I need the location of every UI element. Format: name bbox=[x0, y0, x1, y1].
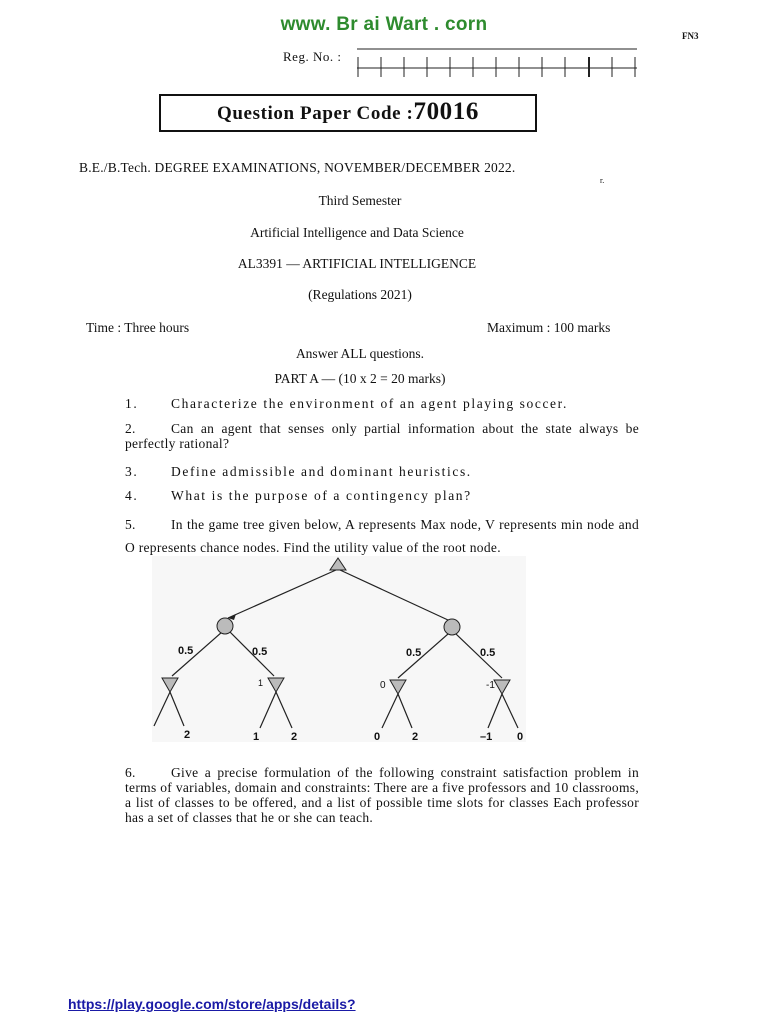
question-text: Give a precise formulation of the following constraint satisfaction problem in terms of variables, domain and constraints: There are a five professors and 10 classrooms, a list of classes to be offered, and a list of possible time slots for classes Each professor has a set of classes that he or she can teach. bbox=[125, 765, 639, 825]
qpc-code: 70016 bbox=[413, 98, 479, 125]
question-number: 2. bbox=[125, 421, 136, 436]
maximum-marks: Maximum : 100 marks bbox=[487, 320, 611, 335]
leaf-value: 0 bbox=[374, 731, 381, 742]
reg-no-boxes[interactable] bbox=[357, 47, 637, 77]
question-text: Can an agent that senses only partial information about the state always be perfectly rational? bbox=[125, 421, 639, 451]
question-6 bbox=[125, 765, 639, 825]
chance-node-right bbox=[444, 619, 460, 635]
semester: Third Semester bbox=[318, 193, 402, 208]
leaf-value: –1 bbox=[480, 731, 493, 742]
stray-mark: r. bbox=[600, 176, 605, 185]
probability-label: 0.5 bbox=[406, 647, 422, 659]
time-allowed: Time : Three hours bbox=[86, 320, 190, 335]
question-number: 4. bbox=[125, 488, 139, 503]
question-number: 1. bbox=[125, 396, 139, 411]
part-a-heading: PART A — (10 x 2 = 20 marks) bbox=[274, 371, 446, 386]
shift-code: FN3 bbox=[682, 31, 699, 41]
question-1 bbox=[125, 396, 637, 412]
course-title: AL3391 — ARTIFICIAL INTELLIGENCE bbox=[237, 256, 477, 271]
question-text: Characterize the environment of an agent playing soccer. bbox=[171, 396, 568, 411]
qpc-label: Question Paper Code : bbox=[217, 103, 414, 124]
side-label: 1 bbox=[258, 678, 264, 688]
side-label: 0 bbox=[380, 680, 386, 691]
regulations: (Regulations 2021) bbox=[308, 287, 412, 302]
question-5 bbox=[125, 513, 639, 559]
instruction: Answer ALL questions. bbox=[295, 346, 425, 361]
leaf-value: 0 bbox=[517, 731, 524, 742]
question-number: 5. bbox=[125, 517, 136, 532]
reg-no-label: Reg. No. : bbox=[283, 49, 342, 64]
question-text: In the game tree given below, A represents Max node, V represents min node and O represents chance nodes. Find the utility value of the root node. bbox=[125, 517, 639, 555]
watermark-text: www. Br ai Wart . corn bbox=[280, 14, 488, 35]
question-number: 3. bbox=[125, 464, 139, 479]
question-4 bbox=[125, 488, 637, 504]
question-2 bbox=[125, 421, 639, 451]
probability-label: 0.5 bbox=[178, 645, 194, 657]
question-paper-code bbox=[159, 98, 537, 126]
probability-label: 0.5 bbox=[480, 647, 496, 659]
department: Artificial Intelligence and Data Science bbox=[250, 225, 464, 240]
question-text: Define admissible and dominant heuristics. bbox=[171, 464, 472, 479]
footer-link[interactable]: https://play.google.com/store/apps/details? bbox=[68, 996, 356, 1012]
leaf-value: 1 bbox=[253, 731, 260, 742]
game-tree-diagram bbox=[152, 556, 526, 742]
side-label: -1 bbox=[486, 680, 495, 691]
exam-title: B.E./B.Tech. DEGREE EXAMINATIONS, NOVEMBER/DECEMBER 2022. bbox=[79, 160, 516, 175]
probability-label: 0.5 bbox=[252, 646, 268, 658]
leaf-value: 2 bbox=[412, 731, 419, 742]
question-number: 6. bbox=[125, 765, 136, 780]
chance-node-left bbox=[217, 618, 233, 634]
question-text: What is the purpose of a contingency plan? bbox=[171, 488, 472, 503]
leaf-value: 2 bbox=[184, 729, 191, 741]
question-3 bbox=[125, 464, 637, 480]
leaf-value: 2 bbox=[291, 731, 298, 742]
